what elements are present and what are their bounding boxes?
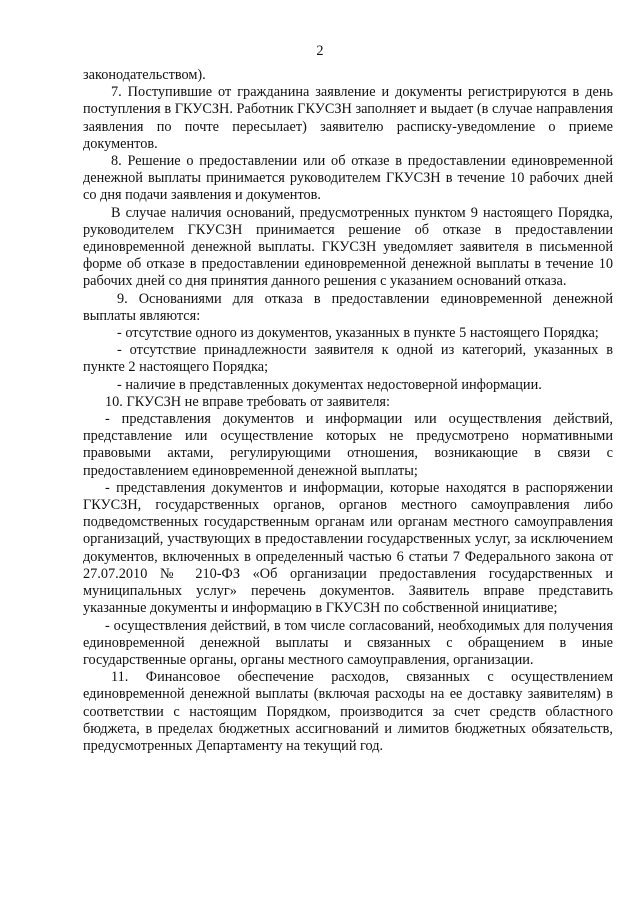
- paragraph-item-9: 9. Основаниями для отказа в предоставлении единовременной денежной выплаты являются:: [83, 290, 613, 324]
- list-item-missing-documents: - отсутствие одного из документов, указанных в пункте 5 настоящего Порядка;: [117, 325, 599, 342]
- paragraph-item-8: 8. Решение о предоставлении или об отказе в предоставлении единовременной денежной выплаты принимается руководителем ГКУСЗН в течение 10 рабочих дней со дня подачи заявления и документов.: [83, 153, 613, 204]
- list-item-approvals: - осуществления действий, в том числе согласований, необходимых для получения единовременной денежной выплаты и связанных с обращением в иные государственные органы, органы местного самоуправления, организации.: [83, 617, 613, 668]
- document-body: [83, 67, 613, 755]
- list-item-false-information: - наличие в представленных документах недостоверной информации.: [117, 376, 542, 393]
- list-item-agency-documents: - представления документов и информации, которые находятся в распоряжении ГКУСЗН, государственных органов, органов местного самоуправления либо подведомственных государственным органам или органам местного самоуправления организаций, участвующих в предоставлении государственных услуг, за исключением документов, включенных в определенный частью 6 статьи 7 Федерального закона от 27.07.2010 № 210-ФЗ «Об организации предоставления государственных и муниципальных услуг» перечень документов. Заявитель вправе представить указанные документы и информацию в ГКУСЗН по собственной инициативе;: [83, 479, 613, 617]
- paragraph-item-7: 7. Поступившие от гражданина заявление и документы регистрируются в день поступления в ГКУСЗН. Работник ГКУСЗН заполняет и выдает (в случае направления заявления по почте пересылает) заявителю расписку-уведомление о приеме документов.: [83, 84, 613, 152]
- paragraph-item-11: 11. Финансовое обеспечение расходов, связанных с осуществлением единовременной денежной выплаты (включая расходы на ее доставку заявителям) в соответствии с настоящим Порядком, производится за счет средств областного бюджета, в пределах бюджетных ассигнований и лимитов бюджетных обязательств, предусмотренных Департаменту на текущий год.: [83, 669, 613, 754]
- list-item-category-mismatch: - отсутствие принадлежности заявителя к одной из категорий, указанных в пункте 2 настоящего Порядка;: [83, 342, 613, 376]
- paragraph-refusal-notice: В случае наличия оснований, предусмотренных пунктом 9 настоящего Порядка, руководителем ГКУСЗН принимается решение об отказе в предоставлении единовременной денежной выплаты. ГКУСЗН уведомляет заявителя в письменной форме об отказе в предоставлении единовременной денежной выплаты в течение 10 рабочих дней со дня принятия данного решения с указанием оснований отказа.: [83, 204, 613, 290]
- paragraph-continuation: законодательством).: [83, 67, 206, 83]
- list-item-unregulated-documents: - представления документов и информации или осуществления действий, представление или осуществление которых не предусмотрено нормативными правовыми актами, регулирующими отношения, возникающие в связи с предоставлением единовременной денежной выплаты;: [83, 411, 613, 479]
- page-number: 2: [316, 43, 324, 59]
- paragraph-item-10: 10. ГКУСЗН не вправе требовать от заявителя:: [105, 393, 390, 410]
